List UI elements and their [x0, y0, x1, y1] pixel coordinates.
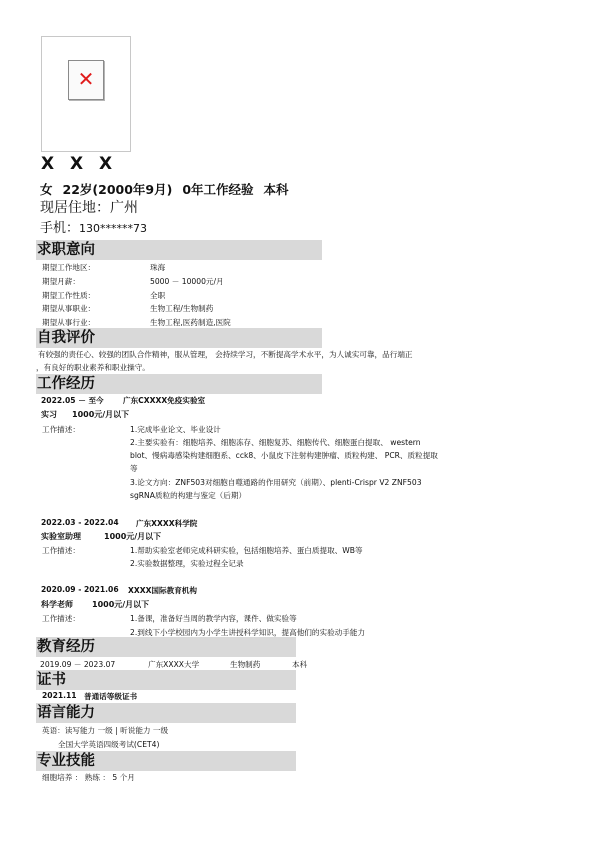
language-line-1: 英语：读写能力 一级 | 听说能力 一级 — [42, 726, 169, 735]
certificate-date: 2021.11 — [42, 691, 77, 700]
job-2-desc-label: 工作描述： — [42, 546, 80, 555]
address-label: 现居住地： — [40, 200, 110, 216]
section-title-self-eval: 自我评价 — [37, 330, 95, 346]
self-eval-line-1: 有较强的责任心、较强的团队合作精神，服从管理， 会持续学习，不断提高学术水平，为人诚实可靠，品行端正 — [38, 350, 413, 359]
phone-label: 手机： — [40, 221, 80, 236]
job-3-salary: 1000元/月以下 — [92, 600, 150, 609]
intent-value-3: 全职 — [150, 291, 166, 300]
job-1-salary: 1000元/月以下 — [72, 410, 130, 419]
job-1-desc-line-6: sgRNA质粒的构建与鉴定（后期） — [130, 491, 247, 500]
language-line-2: 全国大学英语四级考试(CET4) — [58, 740, 160, 749]
education-school: 广东XXXX大学 — [148, 660, 200, 669]
job-1-period: 2022.05 － 至今 — [41, 396, 104, 405]
job-2-salary: 1000元/月以下 — [104, 532, 162, 541]
job-2-desc-line-2: 2.实验数据整理，实验过程全记录 — [130, 559, 244, 568]
education-level: 本科 — [263, 182, 289, 197]
profile-photo — [41, 36, 131, 152]
intent-label-3: 期望工作性质： — [42, 291, 96, 300]
candidate-meta — [40, 180, 299, 198]
section-title-skills: 专业技能 — [37, 753, 95, 769]
job-2-period: 2022.03 - 2022.04 — [41, 518, 119, 527]
job-2-company: 广东XXXX科学院 — [136, 519, 198, 528]
section-bar-certificates — [36, 670, 296, 690]
education-major: 生物制药 — [230, 660, 261, 669]
job-2-desc-line-1: 1.帮助实验室老师完成科研实验，包括细胞培养、蛋白质提取、WB等 — [130, 546, 363, 555]
intent-value-1: 珠海 — [150, 263, 166, 272]
intent-label-2: 期望月薪： — [42, 277, 80, 286]
job-1-position: 实习 — [41, 410, 57, 419]
job-1-company: 广东CXXXX免疫实验室 — [123, 396, 206, 405]
section-title-intent: 求职意向 — [37, 242, 95, 258]
section-title-education: 教育经历 — [37, 639, 95, 655]
job-3-company: XXXX国际教育机构 — [128, 586, 197, 595]
section-title-certificates: 证书 — [37, 672, 66, 688]
intent-value-4: 生物工程/生物制药 — [150, 304, 214, 313]
section-title-language: 语言能力 — [37, 705, 95, 721]
job-3-desc-label: 工作描述： — [42, 614, 80, 623]
intent-value-5: 生物工程,医药制造,医院 — [150, 318, 231, 327]
education-degree: 本科 — [292, 660, 308, 669]
intent-label-4: 期望从事职业： — [42, 304, 96, 313]
education-period: 2019.09 － 2023.07 — [40, 660, 116, 669]
intent-label-1: 期望工作地区： — [42, 263, 96, 272]
red-x-icon: ✕ — [77, 67, 95, 91]
job-1-desc-line-1: 1.完成毕业论文、毕业设计 — [130, 425, 221, 434]
section-title-work: 工作经历 — [37, 376, 95, 392]
address-value: 广州 — [110, 200, 138, 216]
certificate-name: 普通话等级证书 — [84, 692, 138, 701]
job-1-desc-line-5: 3.论文方向：ZNF503对细胞自噬通路的作用研究（前期）、plenti-Crispr V2 ZNF503 — [130, 478, 422, 487]
phone — [40, 217, 147, 236]
job-1-desc-line-4: 等 — [130, 464, 138, 473]
job-1-desc-line-2: 2.主要实验有：细胞培养、细胞冻存、细胞复苏、细胞传代、细胞蛋白提取、 western — [130, 438, 421, 447]
job-1-desc-label: 工作描述： — [42, 425, 80, 434]
intent-value-2: 5000 － 10000元/月 — [150, 277, 224, 286]
job-3-period: 2020.09 - 2021.06 — [41, 585, 119, 594]
job-2-position: 实验室助理 — [41, 532, 81, 541]
broken-image-icon — [68, 60, 104, 100]
address — [40, 197, 138, 217]
job-3-desc-line-1: 1.备课，准备好当周的教学内容，课件、做实验等 — [130, 614, 297, 623]
self-eval-line-2: ，有良好的职业素养和职业操守。 — [36, 363, 150, 372]
candidate-name: X X X — [41, 154, 118, 174]
job-1-desc-line-3: blot、慢病毒感染构建细胞系、cck8、小鼠皮下注射构建肿瘤、质粒构建、 PCR、质粒提取 — [130, 451, 438, 460]
skills-line-1: 细胞培养 ： 熟练 ： 5 个月 — [42, 773, 135, 782]
gender: 女 — [40, 182, 53, 197]
phone-value: 130******73 — [79, 222, 148, 235]
job-3-position: 科学老师 — [41, 600, 73, 609]
intent-label-5: 期望从事行业： — [42, 318, 96, 327]
age: 22岁(2000年9月) — [62, 182, 173, 197]
job-3-desc-line-2: 2.到线下小学校园内为小学生讲授科学知识，提高他们的实验动手能力 — [130, 628, 366, 637]
experience: 0年工作经验 — [182, 182, 254, 197]
